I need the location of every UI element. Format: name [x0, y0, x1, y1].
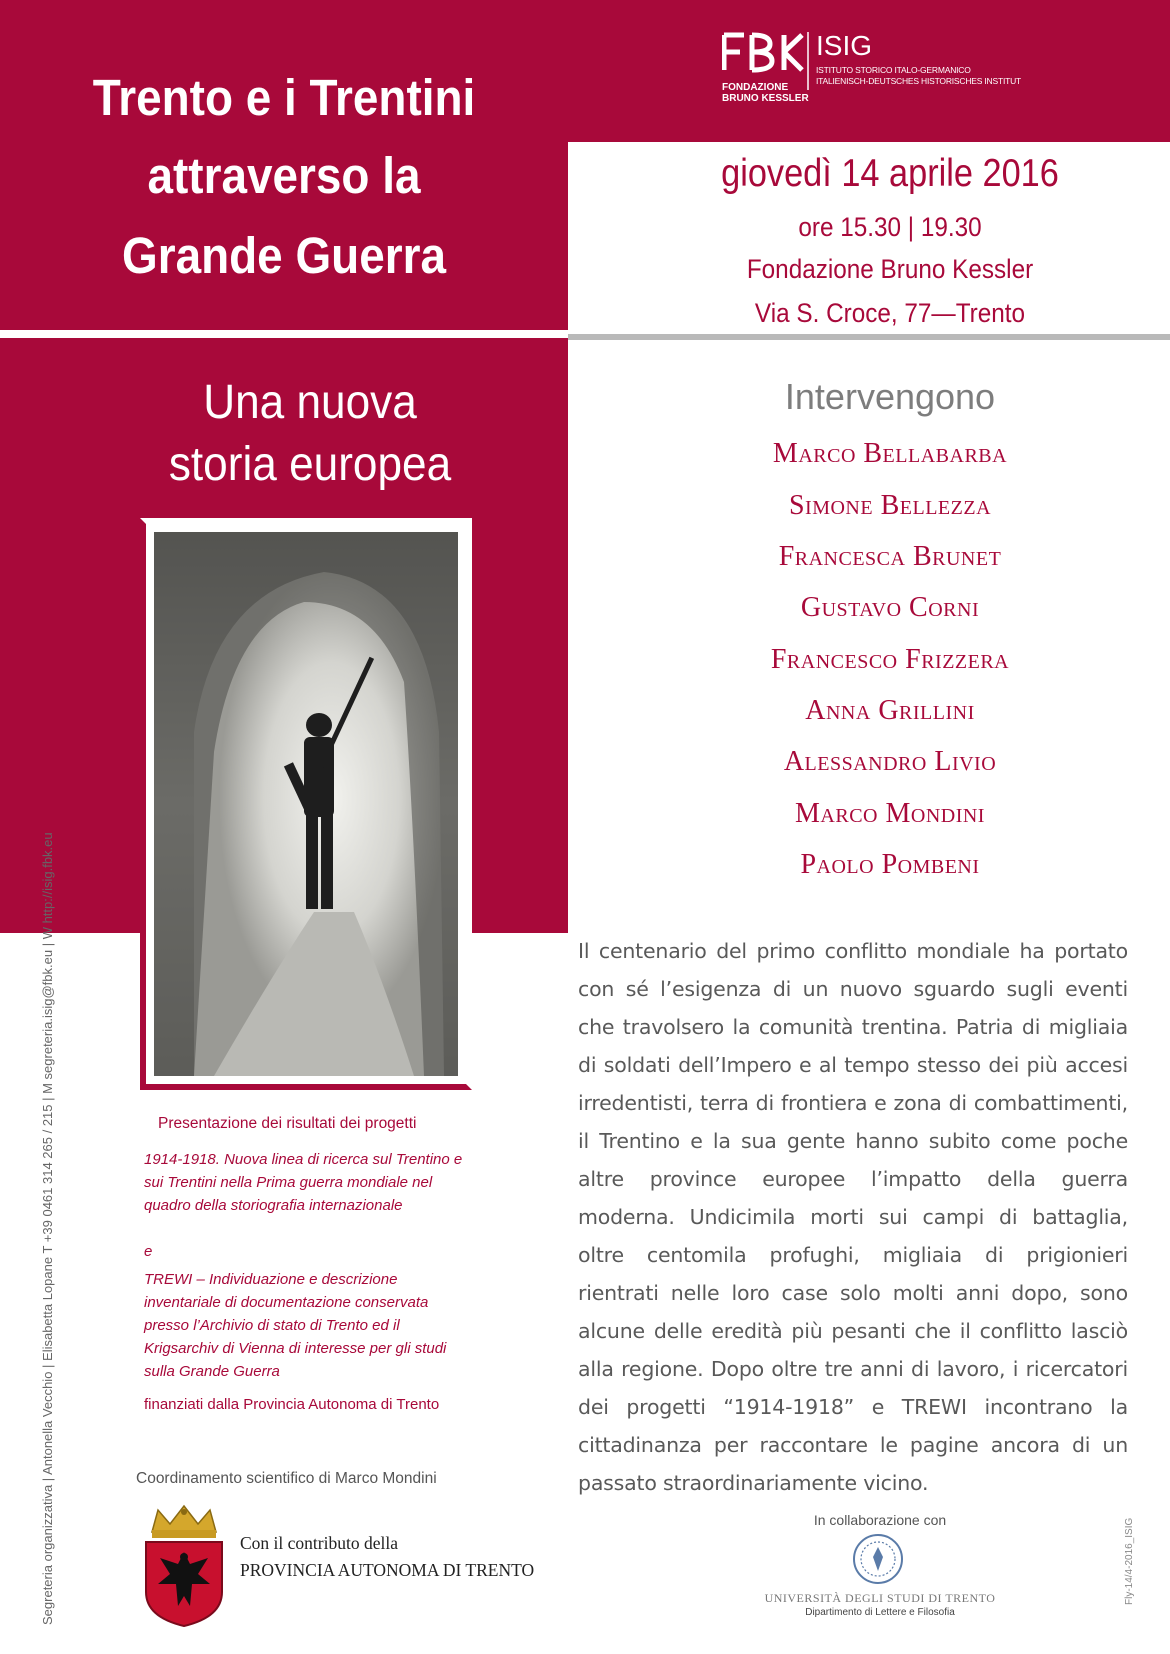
- fbk-isig-logo: [722, 30, 1062, 115]
- speaker-name: Francesca Brunet: [778, 541, 1002, 572]
- projects-heading: Presentazione dei risultati dei progetti: [158, 1115, 417, 1132]
- university-department: Dipartimento di Lettere e Filosofia: [805, 1607, 955, 1618]
- event-description: Il centenario del primo conflitto mondiale ha portato con sé l’esigenza di un nuovo sguardo sugli eventi che travolsero la comunità trentina. Patria di migliaia di soldati dell’Impero e al tempo stesso dei più accesi irredentisti, terra di frontiera e zona di combattimenti, il Trentino e la sua gente hanno subito come poche altre province europee l’impatto della guerra moderna. Undicimila morti sui campi di battaglia, oltre centomila profughi, migliaia di prigionieri rientrati nelle loro case solo molti anni dopo, sono alcune delle eredità più pesanti che il conflitto lasciò alla regione. Dopo oltre tre anni di lavoro, i ricercatori dei progetti “1914-1918” e TREWI incontrano la cittadinanza per raccontare le pagine ancora di un passato straordinariamente vicino.: [578, 939, 1128, 1495]
- project-1914-1918: 1914-1918. Nuova linea di ricerca sul Trentino e sui Trentini nella Prima guerra mondiale nel quadro della storiografia internazionale: [144, 1151, 463, 1214]
- speaker-name: Alessandro Livio: [783, 746, 997, 777]
- contact-info: Segreteria organizzativa | Antonella Vecchio | Elisabetta Lopane T +39 0461 314 265 / 215 | M segreteria.isig@fbk.eu | W http://isig.fbk.eu: [40, 832, 55, 1625]
- soldier-in-trench-image: [154, 532, 458, 1076]
- title-line-2: attraverso la: [147, 147, 421, 204]
- event-address: Via S. Croce, 77—Trento: [754, 298, 1026, 328]
- speaker-name: Paolo Pombeni: [800, 849, 980, 880]
- contribution-line-1: Con il contributo della: [240, 1533, 398, 1553]
- fbk-name-2: BRUNO KESSLER: [722, 93, 809, 104]
- trento-crest: [140, 1502, 228, 1627]
- project-trewi: TREWI – Individuazione e descrizione inventariale di documentazione conservata presso l’Archivio di stato di Trento ed il Krigsarchiv di Vienna di interesse per gli studi sulla Grande Guerra: [144, 1271, 447, 1380]
- flyer-code: Fly-14/4-2016_ISIG: [1124, 1517, 1135, 1605]
- speaker-name: Marco Mondini: [795, 798, 985, 829]
- title-line-3: Grande Guerra: [122, 227, 446, 284]
- speaker-name: Anna Grillini: [805, 695, 975, 726]
- speaker-name: Francesco Frizzera: [770, 644, 1010, 675]
- subtitle-line-1: Una nuova: [203, 376, 417, 429]
- university-seal: [848, 1532, 908, 1586]
- photo-frame: [140, 518, 472, 1090]
- projects-connector: e: [144, 1243, 153, 1260]
- university-seal-icon: [848, 1532, 908, 1586]
- isig-name-it: ISTITUTO STORICO ITALO-GERMANICO: [816, 65, 971, 75]
- contribution-text: [240, 1530, 534, 1584]
- divider-gray: [568, 334, 1170, 340]
- speaker-name: Marco Bellabarba: [772, 438, 1008, 469]
- event-venue: Fondazione Bruno Kessler: [746, 254, 1034, 284]
- subtitle-line-2: storia europea: [168, 438, 452, 491]
- projects-funding: finanziati dalla Provincia Autonoma di Trento: [144, 1396, 440, 1413]
- collaboration-label: In collaborazione con: [813, 1512, 947, 1528]
- soldier-photo: [154, 532, 458, 1076]
- isig-acronym: ISIG: [816, 30, 873, 61]
- event-date: giovedì 14 aprile 2016: [721, 152, 1059, 195]
- speaker-name: Gustavo Corni: [800, 592, 980, 623]
- contribution-line-2: PROVINCIA AUTONOMA DI TRENTO: [240, 1560, 535, 1580]
- divider: [0, 330, 568, 338]
- scientific-coordination: Coordinamento scientifico di Marco Mondini: [136, 1470, 437, 1487]
- event-time: ore 15.30 | 19.30: [798, 212, 982, 242]
- speaker-name: Simone Bellezza: [788, 490, 992, 521]
- isig-name-de: ITALIENISCH-DEUTSCHES HISTORISCHES INSTITUT: [816, 76, 1022, 86]
- fbk-name-1: FONDAZIONE: [722, 82, 789, 93]
- title-line-1: Trento e i Trentini: [92, 69, 476, 126]
- speakers-heading: Intervengono: [784, 376, 996, 417]
- university-name: UNIVERSITÀ DEGLI STUDI DI TRENTO: [764, 1591, 996, 1605]
- eagle-crest-icon: [140, 1502, 228, 1627]
